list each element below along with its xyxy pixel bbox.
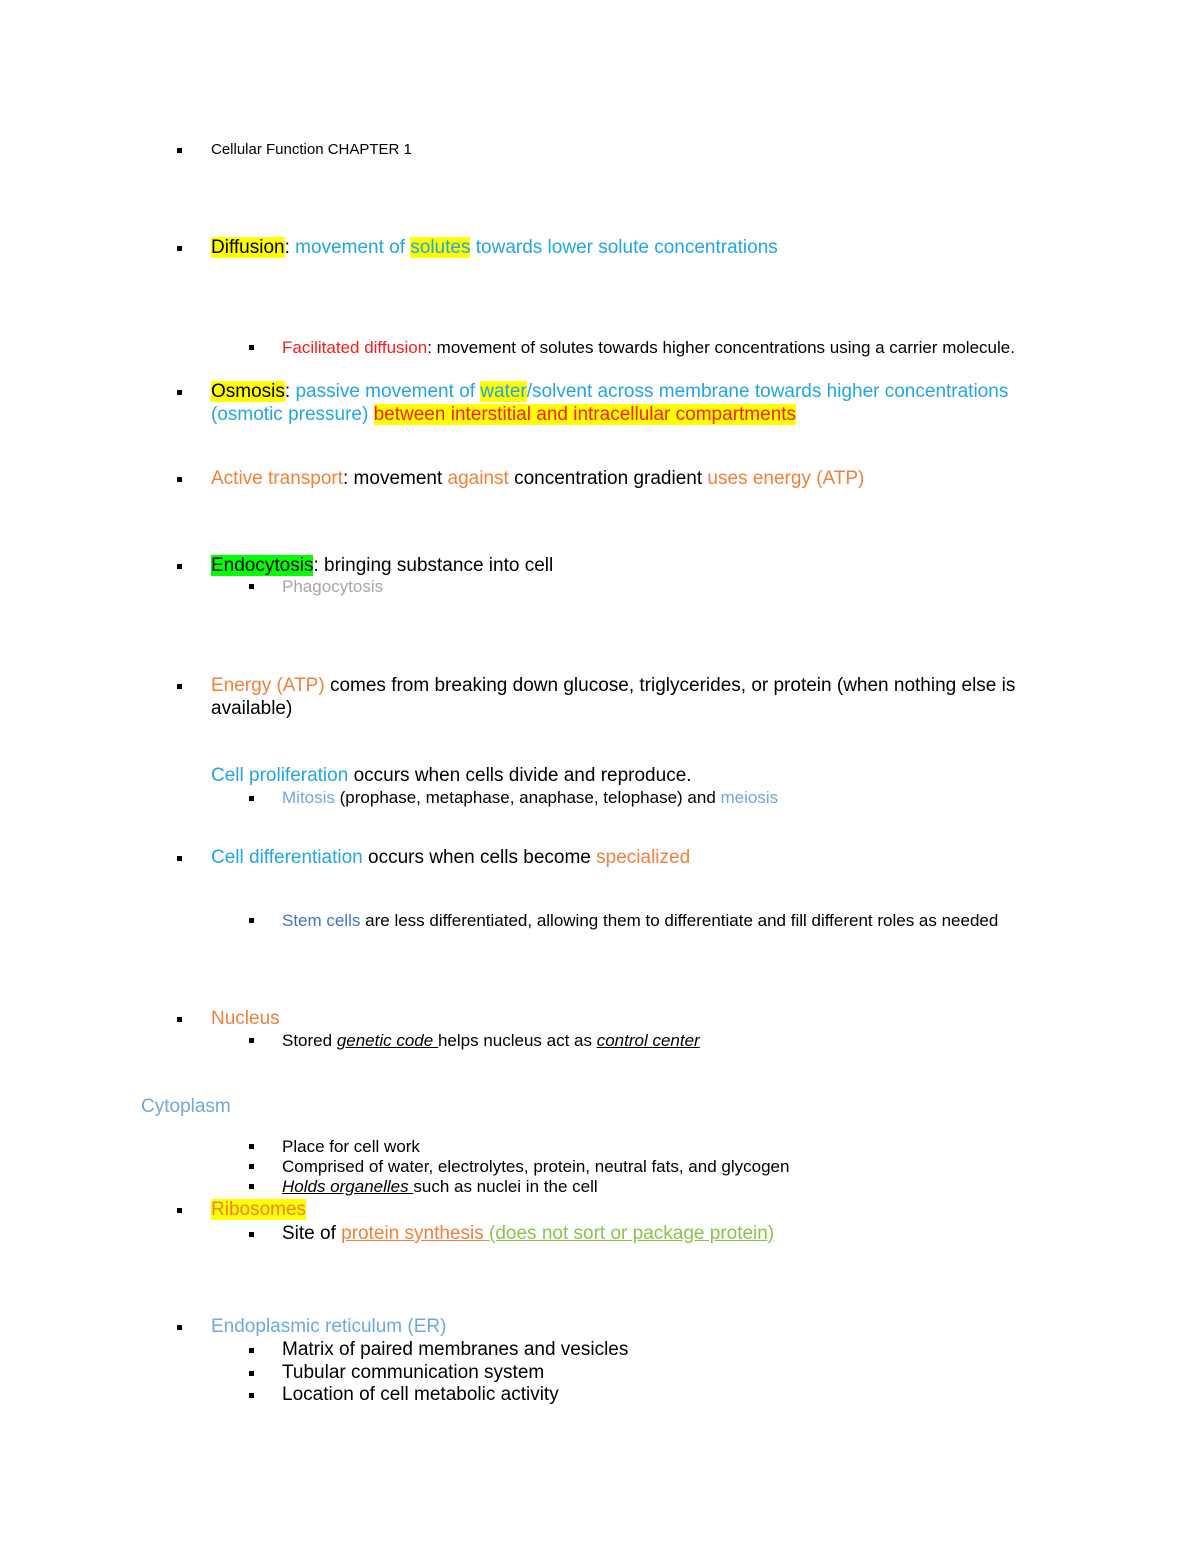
mitosis-item: Mitosis (prophase, metaphase, anaphase, telophase) and meiosis: [282, 788, 779, 807]
bullet-icon: [177, 856, 182, 861]
bullet-icon: [177, 246, 182, 251]
bullet-icon: [249, 1393, 254, 1398]
differentiation-term: Cell differentiation: [211, 847, 363, 868]
facilitated-term: Facilitated diffusion: [282, 338, 428, 357]
solutes-highlight: solutes: [410, 237, 471, 258]
cytoplasm-item: Comprised of water, electrolytes, protein, neutral fats, and glycogen: [282, 1157, 790, 1176]
er-sub-item: Tubular communication system: [282, 1362, 545, 1383]
proliferation-item: Cell proliferation occurs when cells divide and reproduce.: [211, 765, 692, 786]
active-transport-term: Active transport: [211, 468, 343, 489]
energy-term: Energy (ATP): [211, 675, 325, 696]
bullet-icon: [249, 1184, 254, 1189]
stem-cells-item: Stem cells are less differentiated, allowing them to differentiate and fill different roles as needed: [282, 911, 999, 930]
facilitated-diffusion-item: Facilitated diffusion: movement of solutes towards higher concentrations using a carrier molecule.: [282, 338, 1015, 357]
differentiation-item: Cell differentiation occurs when cells become specialized: [211, 847, 691, 868]
ribosomes-sub-item: Site of protein synthesis (does not sort or package protein): [282, 1223, 775, 1244]
osmosis-item: Osmosis: passive movement of water/solvent across membrane towards higher concentrations: [211, 381, 1009, 402]
osmosis-term: Osmosis: [211, 381, 285, 402]
cytoplasm-item: Place for cell work: [282, 1137, 420, 1156]
endocytosis-item: Endocytosis: bringing substance into cell: [211, 555, 554, 576]
diffusion-item: Diffusion: movement of solutes towards lower solute concentrations: [211, 237, 778, 258]
endocytosis-term: Endocytosis: [211, 555, 314, 576]
energy-item: Energy (ATP) comes from breaking down glucose, triglycerides, or protein (when nothing else is: [211, 675, 1016, 696]
nucleus-item: Nucleus: [211, 1008, 280, 1029]
proliferation-term: Cell proliferation: [211, 765, 349, 786]
bullet-icon: [177, 564, 182, 569]
cytoplasm-heading: Cytoplasm: [141, 1096, 231, 1117]
diffusion-term: Diffusion: [211, 237, 285, 258]
bullet-icon: [177, 390, 182, 395]
cytoplasm-item: Holds organelles such as nuclei in the cell: [282, 1177, 598, 1196]
ribosomes-term: Ribosomes: [211, 1199, 307, 1220]
bullet-icon: [177, 1017, 182, 1022]
bullet-icon: [249, 796, 254, 801]
active-transport-item: Active transport: movement against concentration gradient uses energy (ATP): [211, 468, 865, 489]
bullet-icon: [177, 477, 182, 482]
bullet-icon: [249, 1144, 254, 1149]
bullet-icon: [177, 684, 182, 689]
water-highlight: water: [480, 381, 527, 402]
bullet-icon: [249, 345, 254, 350]
er-sub-item: Location of cell metabolic activity: [282, 1384, 559, 1405]
bullet-icon: [249, 1348, 254, 1353]
bullet-icon: [249, 1232, 254, 1237]
er-sub-item: Matrix of paired membranes and vesicles: [282, 1339, 629, 1360]
document-title: Cellular Function CHAPTER 1: [211, 141, 412, 158]
bullet-icon: [249, 1164, 254, 1169]
bullet-icon: [177, 148, 182, 153]
phagocytosis-item: Phagocytosis: [282, 577, 384, 596]
bullet-icon: [177, 1208, 182, 1213]
energy-item-line2: available): [211, 698, 293, 719]
bullet-icon: [177, 1325, 182, 1330]
osmosis-item-line2: (osmotic pressure) between interstitial and intracellular compartments: [211, 404, 797, 425]
compartments-highlight: between interstitial and intracellular compartments: [373, 404, 797, 425]
ribosomes-item: [211, 1199, 306, 1221]
nucleus-sub-item: Stored genetic code helps nucleus act as control center: [282, 1031, 700, 1050]
bullet-icon: [249, 918, 254, 923]
er-item: Endoplasmic reticulum (ER): [211, 1316, 447, 1337]
bullet-icon: [249, 1038, 254, 1043]
bullet-icon: [249, 584, 254, 589]
bullet-icon: [249, 1371, 254, 1376]
